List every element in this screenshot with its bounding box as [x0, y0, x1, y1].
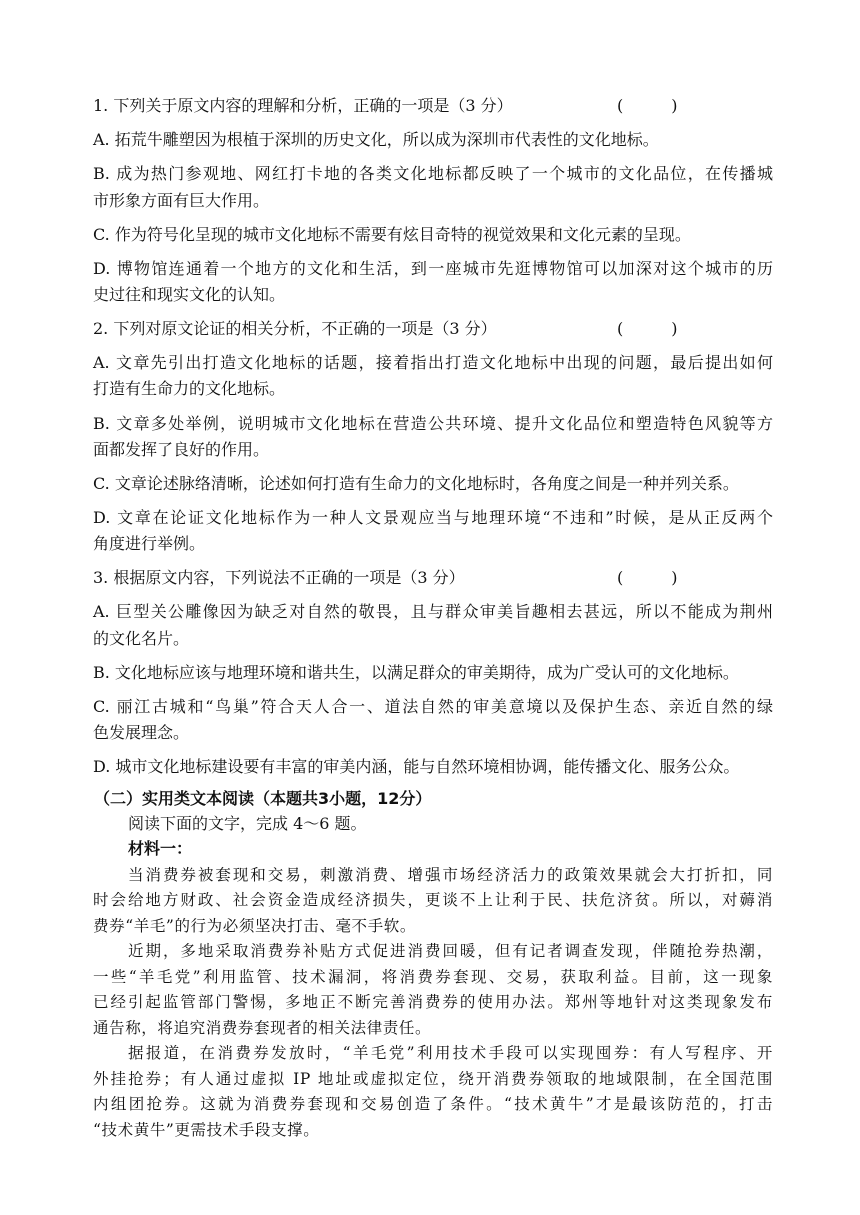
material-p1-line3: 费券“羊毛”的行为必须坚决打击、毫不手软。	[93, 917, 416, 935]
q3-answer-blank: ( )	[617, 568, 678, 587]
q2-option-b-line1: B. 文章多处举例，说明城市文化地标在营造公共环境、提升文化品位和塑造特色风貌等方	[93, 414, 773, 433]
q1-option-d-line1: D. 博物馆连通着一个地方的文化和生活，到一座城市先逛博物馆可以加深对这个城市的历	[93, 259, 773, 278]
q3-option-c-line1: C. 丽江古城和“鸟巢”符合天人合一、道法自然的审美意境以及保护生态、亲近自然的绿	[93, 697, 773, 716]
q1-option-b-line2: 市形象方面有巨大作用。	[93, 191, 270, 210]
q2-stem: 2. 下列对原文论证的相关分析，不正确的一项是（3 分）	[93, 319, 497, 338]
material-p3-line1: 据报道，在消费券发放时，“羊毛党”利用技术手段可以实现囤券：有人写程序、开	[128, 1044, 773, 1062]
reading-instruction: 阅读下面的文字，完成 4～6 题。	[128, 814, 367, 833]
material-p2-line4: 通告称，将追究消费券套现者的相关法律责任。	[93, 1019, 432, 1037]
q2-option-d-line2: 角度进行举例。	[93, 534, 206, 553]
material-p2-line1: 近期，多地采取消费券补贴方式促进消费回暖，但有记者调查发现，伴随抢券热潮，	[128, 942, 773, 960]
q2-answer-blank: ( )	[617, 319, 678, 338]
material-p3-line4: “技术黄牛”更需技术手段支撑。	[93, 1121, 320, 1139]
q1-option-b-line1: B. 成为热门参观地、网红打卡地的各类文化地标都反映了一个城市的文化品位，在传播城	[93, 164, 773, 183]
q1-option-d-line2: 史过往和现实文化的认知。	[93, 285, 286, 304]
q2-option-a-line2: 打造有生命力的文化地标。	[93, 379, 286, 398]
material-p1-line1: 当消费券被套现和交易，刺激消费、增强市场经济活力的政策效果就会大打折扣，同	[128, 866, 773, 884]
q1-answer-blank: ( )	[617, 96, 678, 115]
q3-option-a-line1: A. 巨型关公雕像因为缺乏对自然的敬畏，且与群众审美旨趣相去甚远，所以不能成为荆州	[93, 602, 773, 621]
section-heading: （二）实用类文本阅读（本题共3小题，12分）	[94, 789, 432, 808]
material-p3-line2: 外挂抢券；有人通过虚拟 IP 地址或虚拟定位，绕开消费券领取的地域限制，在全国范围	[93, 1070, 773, 1088]
q2-option-b-line2: 面都发挥了良好的作用。	[93, 440, 270, 459]
material-p3-line3: 内组团抢券。这就为消费券套现和交易创造了条件。“技术黄牛”才是最该防范的，打击	[93, 1095, 773, 1113]
q3-option-c-line2: 色发展理念。	[93, 723, 190, 742]
q2-option-c: C. 文章论述脉络清晰，论述如何打造有生命力的文化地标时，各角度之间是一种并列关系。	[93, 474, 739, 493]
q3-option-a-line2: 的文化名片。	[93, 629, 190, 648]
material-p2-line3: 已经引起监管部门警惕，多地正不断完善消费券的使用办法。郑州等地针对这类现象发布	[93, 993, 773, 1011]
q3-stem: 3. 根据原文内容，下列说法不正确的一项是（3 分）	[93, 568, 465, 587]
material-p1-line2: 时会给地方财政、社会资金造成经济损失，更谈不上让利于民、扶危济贫。所以，对薅消	[93, 891, 773, 909]
q3-option-d: D. 城市文化地标建设要有丰富的审美内涵，能与自然环境相协调，能传播文化、服务公众。	[93, 757, 740, 776]
q1-option-c: C. 作为符号化呈现的城市文化地标不需要有炫目奇特的视觉效果和文化元素的呈现。	[93, 225, 691, 244]
q1-stem: 1. 下列关于原文内容的理解和分析，正确的一项是（3 分）	[93, 96, 513, 115]
material-label: 材料一：	[128, 839, 193, 858]
q2-option-a-line1: A. 文章先引出打造文化地标的话题，接着指出打造文化地标中出现的问题，最后提出如何	[93, 353, 773, 372]
material-p2-line2: 一些“羊毛党”利用监管、技术漏洞，将消费券套现、交易，获取利益。目前，这一现象	[93, 968, 773, 986]
q2-option-d-line1: D. 文章在论证文化地标作为一种人文景观应当与地理环境“不违和”时候，是从正反两个	[93, 508, 773, 527]
q1-option-a: A. 拓荒牛雕塑因为根植于深圳的历史文化，所以成为深圳市代表性的文化地标。	[93, 130, 659, 149]
q3-option-b: B. 文化地标应该与地理环境和谐共生，以满足群众的审美期待，成为广受认可的文化地标。	[93, 663, 739, 682]
